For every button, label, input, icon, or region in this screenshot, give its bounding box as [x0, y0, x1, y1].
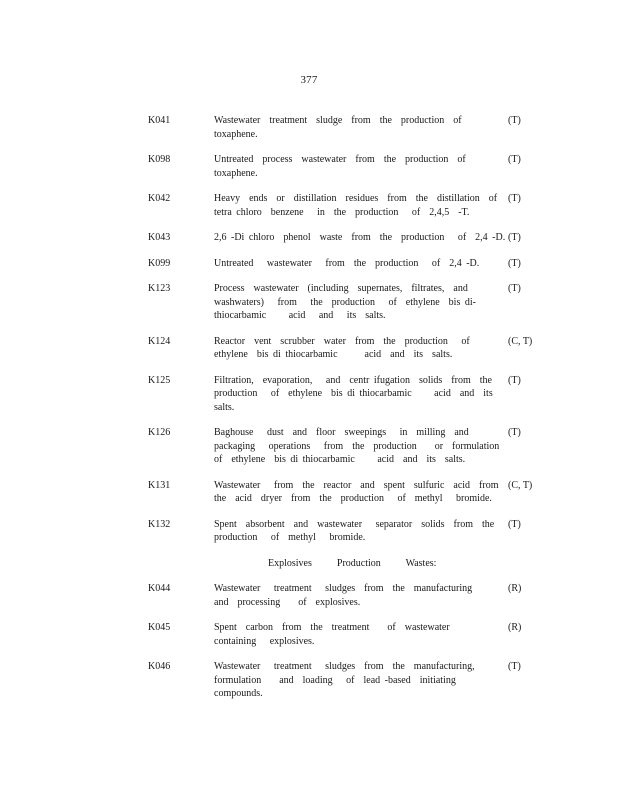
hazard-code: (T) — [508, 427, 521, 438]
waste-description — [214, 374, 493, 415]
waste-description-line: tetra chloro benzene in the production of 2,4,5 -T. — [214, 206, 470, 218]
waste-description-line: compounds. — [214, 688, 263, 699]
waste-description-line: the acid dryer from the production of methyl bromide. — [214, 493, 492, 504]
hazard-code: (T) — [508, 518, 521, 530]
waste-code: K125 — [148, 374, 171, 386]
waste-description-line: Wastewater from the reactor and spent sulfuric acid from — [214, 479, 499, 491]
waste-description-line: Wastewater treatment sludges from the manufacturing — [214, 583, 473, 594]
waste-description — [214, 660, 490, 701]
waste-description — [214, 257, 490, 271]
waste-description-line: containing explosives. — [214, 635, 315, 647]
waste-description — [214, 518, 495, 545]
hazard-code: (T) — [508, 232, 521, 243]
waste-description-line: ethylene bis di thiocarbamic acid and its salts. — [214, 349, 453, 360]
waste-description-line: Filtration, evaporation, and centr ifugation solids from the — [214, 374, 492, 386]
waste-description-line: 2,6 -Di chloro phenol waste from the production of 2,4 -D. — [214, 232, 506, 243]
waste-description — [214, 192, 498, 219]
waste-description-line: production of ethylene bis di thiocarbamic acid and its — [214, 388, 493, 399]
waste-code: K042 — [148, 193, 171, 204]
hazard-code: (T) — [508, 193, 521, 204]
waste-code: K045 — [148, 622, 171, 633]
waste-description — [214, 582, 490, 609]
waste-description-line: packaging operations from the production or formulation — [214, 440, 500, 452]
waste-code: K044 — [148, 583, 171, 594]
waste-description-line: thiocarbamic acid and its salts. — [214, 310, 386, 321]
waste-description — [214, 335, 490, 362]
waste-description-line: Process wastewater (including supernates, filtrates, and — [214, 283, 468, 294]
waste-description-line: washwaters) from the production of ethylene bis di- — [214, 296, 476, 308]
waste-description-line: Reactor vent scrubber water from the production of — [214, 335, 470, 347]
waste-description-line: Spent carbon from the treatment of wastewater — [214, 622, 450, 633]
waste-entry — [0, 335, 618, 362]
waste-description-line: and processing of explosives. — [214, 596, 361, 608]
waste-code: K099 — [148, 257, 171, 269]
waste-entry — [0, 426, 618, 467]
waste-description — [214, 479, 499, 506]
waste-entry — [0, 257, 618, 271]
hazard-code: (T) — [508, 115, 521, 126]
waste-entry — [0, 282, 618, 323]
waste-entry — [0, 479, 618, 506]
waste-code: K132 — [148, 518, 171, 530]
waste-entry — [0, 153, 618, 180]
waste-code: K126 — [148, 427, 171, 438]
waste-code: K043 — [148, 232, 171, 243]
waste-description-line: formulation and loading of lead -based initiating — [214, 674, 456, 686]
waste-list — [0, 114, 618, 713]
hazard-code: (R) — [508, 622, 522, 633]
waste-code: K123 — [148, 283, 171, 294]
waste-entry — [0, 192, 618, 219]
waste-description-line: production of methyl bromide. — [214, 532, 366, 543]
waste-description-line: toxaphene. — [214, 167, 258, 179]
waste-entry — [0, 374, 618, 415]
waste-description — [214, 621, 490, 648]
hazard-code: (T) — [508, 661, 521, 672]
waste-entry — [0, 114, 618, 141]
page-number: 377 — [300, 74, 318, 86]
waste-description-line: Heavy ends or distillation residues from the distillation of — [214, 193, 498, 204]
waste-description-line: of ethylene bis di thiocarbamic acid and its salts. — [214, 454, 466, 465]
waste-description-line: Baghouse dust and floor sweepings in milling and — [214, 427, 469, 438]
hazard-code: (C, T) — [508, 479, 533, 491]
waste-description — [214, 114, 490, 141]
hazard-code: (R) — [508, 583, 522, 594]
hazard-code: (T) — [508, 283, 521, 294]
waste-description — [214, 282, 490, 323]
waste-description-line: Wastewater treatment sludge from the production of — [214, 115, 462, 126]
waste-entries-group — [0, 582, 618, 701]
waste-description-line: toxaphene. — [214, 128, 258, 140]
waste-description-line: Wastewater treatment sludges from the manufacturing, — [214, 661, 475, 672]
waste-entry — [0, 231, 618, 245]
section-heading: Explosives Production Wastes: — [268, 557, 437, 569]
waste-description — [214, 153, 490, 180]
hazard-code: (T) — [508, 154, 521, 165]
waste-code: K098 — [148, 154, 171, 165]
waste-description — [214, 426, 500, 467]
waste-entry — [0, 582, 618, 609]
waste-description-line: salts. — [214, 401, 235, 413]
waste-code: K041 — [148, 115, 171, 126]
hazard-code: (T) — [508, 374, 521, 386]
waste-entry — [0, 518, 618, 545]
waste-description — [214, 231, 506, 245]
waste-entries-group — [0, 114, 618, 545]
hazard-code: (T) — [508, 257, 521, 269]
waste-entry — [0, 660, 618, 701]
waste-code: K124 — [148, 335, 171, 347]
waste-entry — [0, 621, 618, 648]
waste-description-line: Spent absorbent and wastewater separator solids from the — [214, 518, 495, 530]
waste-code: K046 — [148, 661, 171, 672]
hazard-code: (C, T) — [508, 335, 533, 347]
waste-description-line: Untreated wastewater from the production of 2,4 -D. — [214, 257, 480, 269]
waste-description-line: Untreated process wastewater from the production of — [214, 154, 466, 165]
waste-code: K131 — [148, 479, 171, 491]
